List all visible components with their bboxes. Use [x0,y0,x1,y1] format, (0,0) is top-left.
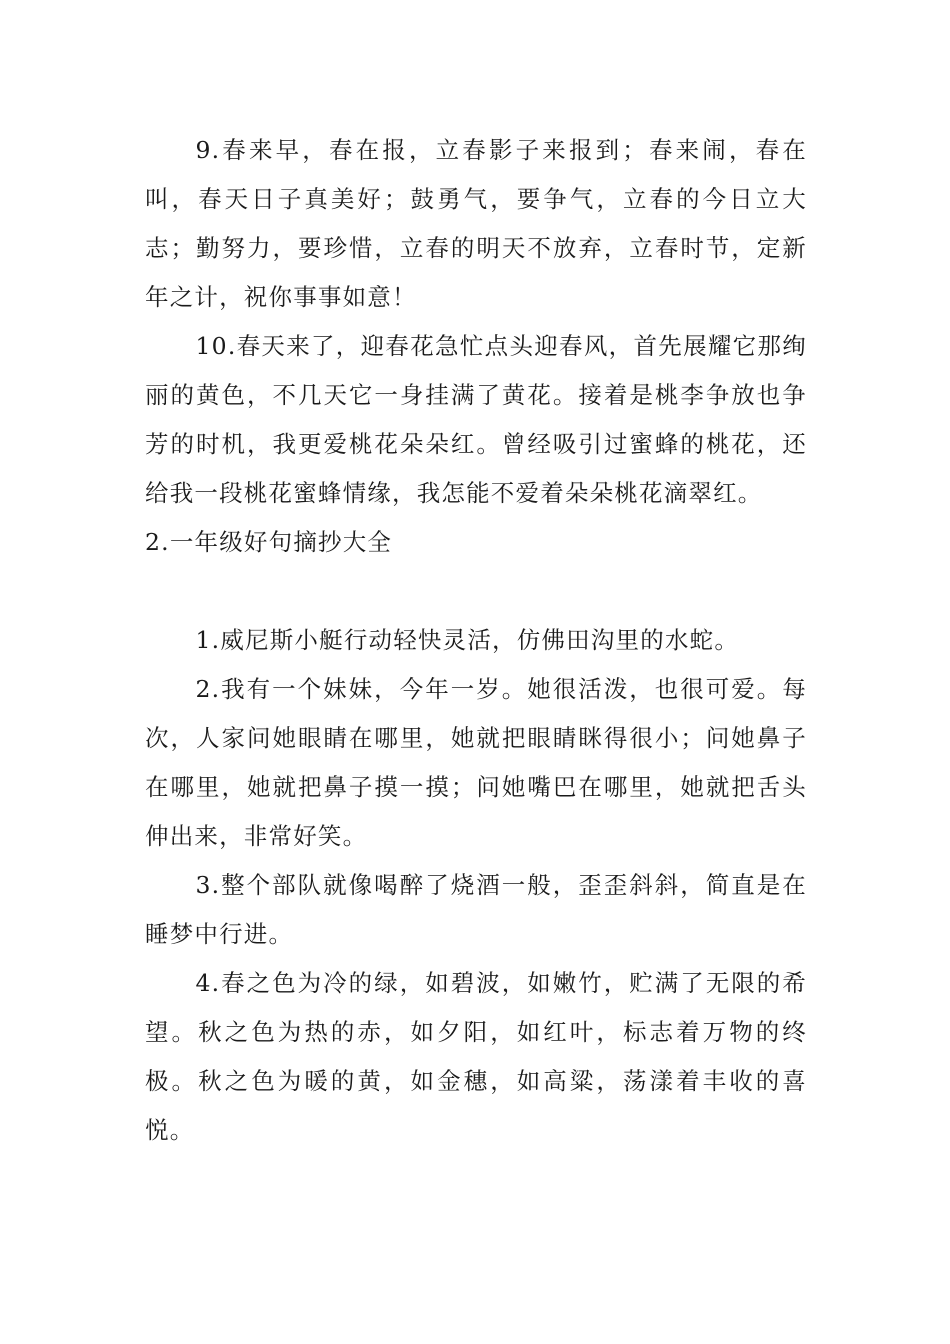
paragraph-item-10: 10.春天来了，迎春花急忙点头迎春风，首先展耀它那绚丽的黄色，不几天它一身挂满了黄花。接着是桃李争放也争芳的时机，我更爱桃花朵朵红。曾经吸引过蜜蜂的桃花，还给我一段桃花蜜蜂情缘，我怎能不爱着朵朵桃花滴翠红。 [145,332,807,507]
paragraph-item-3: 3.整个部队就像喝醉了烧酒一般，歪歪斜斜，简直是在睡梦中行进。 [145,871,807,948]
blank-line [145,567,807,616]
paragraph-item-2: 2.我有一个妹妹，今年一岁。她很活泼，也很可爱。每次，人家问她眼睛在哪里，她就把眼睛眯得很小；问她鼻子在哪里，她就把鼻子摸一摸；问她嘴巴在哪里，她就把舌头伸出来，非常好笑。 [145,675,807,850]
paragraph-item-1: 1.威尼斯小艇行动轻快灵活，仿佛田沟里的水蛇。 [195,626,740,654]
paragraph-item-9: 9.春来早，春在报，立春影子来报到；春来闹，春在叫，春天日子真美好；鼓勇气，要争气，立春的今日立大志；勤努力，要珍惜，立春的明天不放弃，立春时节，定新年之计，祝你事事如意！ [145,136,807,311]
paragraph-item-4: 4.春之色为冷的绿，如碧波，如嫩竹，贮满了无限的希望。秋之色为热的赤，如夕阳，如红叶，标志着万物的终极。秋之色为暖的黄，如金穗，如高粱，荡漾着丰收的喜悦。 [145,969,807,1144]
document-body [145,126,807,1155]
section-heading: 2.一年级好句摘抄大全 [145,528,393,556]
